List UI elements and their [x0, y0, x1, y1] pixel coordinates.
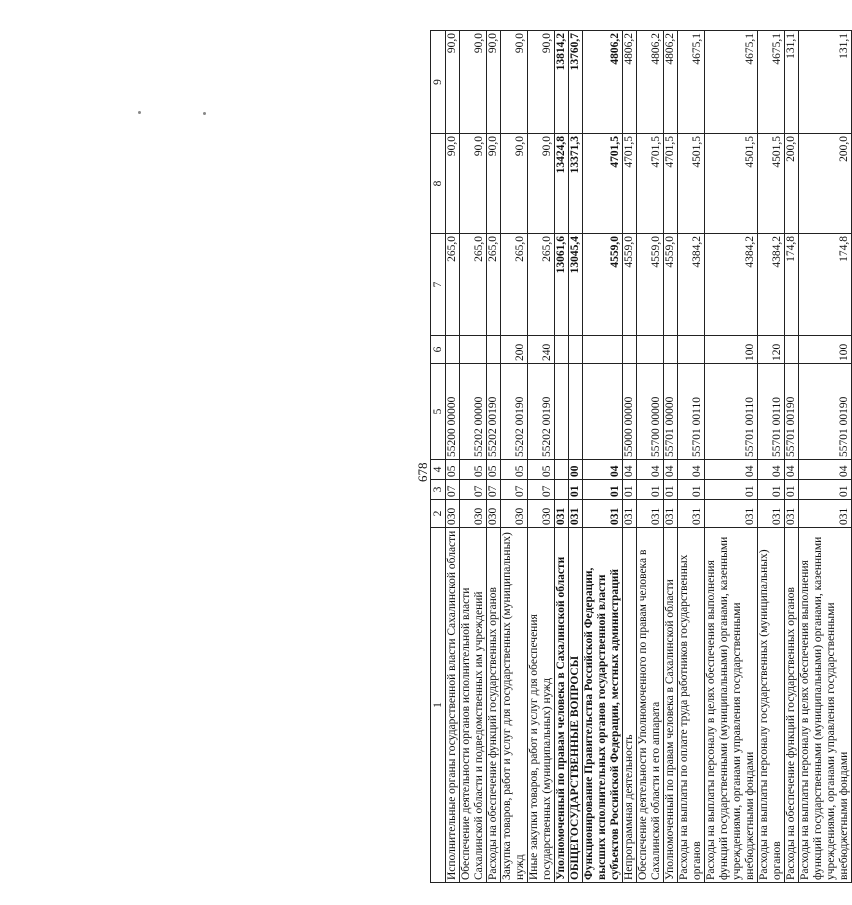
- cell-c8: 90,0: [528, 134, 555, 234]
- cell-c3: 01: [705, 480, 758, 500]
- row-name: Расходы на обеспечение функций государственных органов: [785, 528, 799, 883]
- cell-c9: 90,0: [487, 31, 501, 134]
- cell-c9: 4806,2: [637, 31, 664, 134]
- cell-c7: 4559,0: [583, 234, 623, 336]
- cell-c8: 4501,5: [678, 134, 705, 234]
- cell-c6: [623, 336, 637, 364]
- table-row: [678, 31, 705, 883]
- cell-c9: 90,0: [446, 31, 460, 134]
- row-name: Функционирование Правительства Российской Федерации, высших исполнительных органов государственной власти субъектов Российской Федерации, местных администраций: [583, 528, 623, 883]
- cell-c8: 90,0: [446, 134, 460, 234]
- cell-c6: 240: [528, 336, 555, 364]
- cell-c5: [555, 364, 569, 460]
- table-row: [555, 31, 569, 883]
- cell-c3: 07: [460, 480, 487, 500]
- scan-speck: [138, 111, 141, 114]
- table-row: [460, 31, 487, 883]
- cell-c9: 90,0: [460, 31, 487, 134]
- cell-c7: 4384,2: [678, 234, 705, 336]
- cell-c3: 07: [501, 480, 528, 500]
- page-number: 678: [415, 462, 430, 482]
- cell-c4: 04: [758, 460, 785, 480]
- row-name: Обеспечение деятельности органов исполнительной власти Сахалинской области и подведомственных им учреждений: [460, 528, 487, 883]
- cell-c8: 4701,5: [623, 134, 637, 234]
- cell-c7: 4384,2: [758, 234, 785, 336]
- cell-c4: 05: [460, 460, 487, 480]
- row-name: Иные закупки товаров, работ и услуг для обеспечения государственных (муниципальных) нужд: [528, 528, 555, 883]
- cell-c8: 4701,5: [583, 134, 623, 234]
- cell-c3: 01: [785, 480, 799, 500]
- cell-c4: [555, 460, 569, 480]
- cell-c2: 030: [501, 500, 528, 528]
- cell-c6: [569, 336, 583, 364]
- cell-c2: 031: [637, 500, 664, 528]
- cell-c3: 01: [664, 480, 678, 500]
- row-name: Исполнительные органы государственной власти Сахалинской области: [446, 528, 460, 883]
- cell-c7: 13045,4: [569, 234, 583, 336]
- cell-c2: 031: [623, 500, 637, 528]
- cell-c5: 55701 00110: [758, 364, 785, 460]
- cell-c3: 01: [637, 480, 664, 500]
- cell-c6: [583, 336, 623, 364]
- header-cell: 5: [431, 364, 446, 460]
- cell-c4: 05: [528, 460, 555, 480]
- cell-c5: 55000 00000: [623, 364, 637, 460]
- row-name: Уполномоченный по правам человека в Сахалинской области: [555, 528, 569, 883]
- cell-c9: 131,1: [799, 31, 852, 134]
- budget-table: [430, 30, 852, 883]
- table-row: [446, 31, 460, 883]
- cell-c7: 174,8: [785, 234, 799, 336]
- header-cell: 1: [431, 528, 446, 883]
- cell-c5: 55202 00190: [487, 364, 501, 460]
- cell-c4: 04: [623, 460, 637, 480]
- cell-c7: 4559,0: [623, 234, 637, 336]
- cell-c3: [555, 480, 569, 500]
- cell-c5: 55202 00190: [528, 364, 555, 460]
- cell-c6: 100: [705, 336, 758, 364]
- cell-c5: 55701 00110: [678, 364, 705, 460]
- cell-c7: 4559,0: [664, 234, 678, 336]
- cell-c9: 4675,1: [705, 31, 758, 134]
- cell-c4: 05: [487, 460, 501, 480]
- table-row: [623, 31, 637, 883]
- cell-c8: 13424,8: [555, 134, 569, 234]
- cell-c8: 90,0: [501, 134, 528, 234]
- cell-c2: 031: [799, 500, 852, 528]
- row-name: Расходы на выплаты персоналу государственных (муниципальных) органов: [758, 528, 785, 883]
- cell-c2: 031: [569, 500, 583, 528]
- cell-c3: 01: [678, 480, 705, 500]
- row-name: Закупка товаров, работ и услуг для государственных (муниципальных) нужд: [501, 528, 528, 883]
- cell-c6: 200: [501, 336, 528, 364]
- cell-c4: 05: [446, 460, 460, 480]
- cell-c3: 07: [487, 480, 501, 500]
- cell-c5: 55202 00000: [460, 364, 487, 460]
- cell-c9: 90,0: [501, 31, 528, 134]
- table-row: [569, 31, 583, 883]
- cell-c6: [637, 336, 664, 364]
- cell-c9: 4806,2: [583, 31, 623, 134]
- table-row: [583, 31, 623, 883]
- cell-c4: 04: [799, 460, 852, 480]
- cell-c7: 265,0: [460, 234, 487, 336]
- cell-c7: 265,0: [446, 234, 460, 336]
- cell-c4: 04: [705, 460, 758, 480]
- cell-c9: 4675,1: [678, 31, 705, 134]
- cell-c5: 55200 00000: [446, 364, 460, 460]
- cell-c8: 4701,5: [664, 134, 678, 234]
- cell-c4: 04: [664, 460, 678, 480]
- cell-c2: 031: [758, 500, 785, 528]
- cell-c4: 04: [785, 460, 799, 480]
- table-row: [705, 31, 758, 883]
- cell-c3: 01: [758, 480, 785, 500]
- cell-c2: 030: [487, 500, 501, 528]
- row-name: Расходы на выплаты по оплате труда работников государственных органов: [678, 528, 705, 883]
- cell-c6: 120: [758, 336, 785, 364]
- cell-c9: 4806,2: [623, 31, 637, 134]
- cell-c7: 174,8: [799, 234, 852, 336]
- cell-c2: 030: [460, 500, 487, 528]
- row-name: Расходы на обеспечение функций государственных органов: [487, 528, 501, 883]
- header-row: [431, 31, 446, 883]
- cell-c4: 04: [583, 460, 623, 480]
- cell-c8: 13371,3: [569, 134, 583, 234]
- cell-c6: [460, 336, 487, 364]
- cell-c2: 031: [555, 500, 569, 528]
- cell-c9: 4675,1: [758, 31, 785, 134]
- header-cell: 2: [431, 500, 446, 528]
- cell-c3: 07: [446, 480, 460, 500]
- header-cell: 7: [431, 234, 446, 336]
- cell-c8: 4701,5: [637, 134, 664, 234]
- cell-c3: 01: [799, 480, 852, 500]
- cell-c2: 031: [664, 500, 678, 528]
- cell-c6: 100: [799, 336, 852, 364]
- header-cell: 6: [431, 336, 446, 364]
- cell-c9: 4806,2: [664, 31, 678, 134]
- table-row: [664, 31, 678, 883]
- cell-c5: 55701 00110: [705, 364, 758, 460]
- row-name: Уполномоченный по правам человека в Сахалинской области: [664, 528, 678, 883]
- cell-c2: 031: [678, 500, 705, 528]
- cell-c6: [446, 336, 460, 364]
- header-cell: 3: [431, 480, 446, 500]
- table-row: [785, 31, 799, 883]
- cell-c6: [664, 336, 678, 364]
- table-row: [637, 31, 664, 883]
- cell-c5: [569, 364, 583, 460]
- cell-c9: 131,1: [785, 31, 799, 134]
- cell-c6: [555, 336, 569, 364]
- cell-c8: 90,0: [460, 134, 487, 234]
- header-cell: 4: [431, 460, 446, 480]
- cell-c3: 01: [623, 480, 637, 500]
- row-name: Расходы на выплаты персоналу в целях обеспечения выполнения функций государственными (муниципальными) органами, казенными учреждениями, органами управления государственными внебюджетными фондами: [799, 528, 852, 883]
- cell-c2: 030: [446, 500, 460, 528]
- row-name: Обеспечение деятельности Уполномоченного по правам человека в Сахалинской области и его аппарата: [637, 528, 664, 883]
- cell-c3: 01: [583, 480, 623, 500]
- cell-c3: 07: [528, 480, 555, 500]
- cell-c5: 55700 00000: [637, 364, 664, 460]
- cell-c6: [487, 336, 501, 364]
- cell-c5: 55202 00190: [501, 364, 528, 460]
- cell-c7: 265,0: [487, 234, 501, 336]
- row-name: ОБЩЕГОСУДАРСТВЕННЫЕ ВОПРОСЫ: [569, 528, 583, 883]
- cell-c3: 01: [569, 480, 583, 500]
- cell-c7: 13061,6: [555, 234, 569, 336]
- row-name: Расходы на выплаты персоналу в целях обеспечения выполнения функций государственными (муниципальными) органами, казенными учреждениями, органами управления государственными внебюджетными фондами: [705, 528, 758, 883]
- cell-c2: 031: [583, 500, 623, 528]
- cell-c2: 031: [705, 500, 758, 528]
- cell-c5: 55701 00000: [664, 364, 678, 460]
- header-cell: 8: [431, 134, 446, 234]
- cell-c7: 4559,0: [637, 234, 664, 336]
- cell-c4: 04: [678, 460, 705, 480]
- cell-c5: 55701 00190: [799, 364, 852, 460]
- row-name: Непрограммная деятельность: [623, 528, 637, 883]
- cell-c4: 05: [501, 460, 528, 480]
- cell-c5: [583, 364, 623, 460]
- header-cell: 9: [431, 31, 446, 134]
- table-row: [758, 31, 785, 883]
- cell-c4: 04: [637, 460, 664, 480]
- cell-c7: 265,0: [501, 234, 528, 336]
- cell-c8: 200,0: [799, 134, 852, 234]
- table-row: [799, 31, 852, 883]
- cell-c4: 00: [569, 460, 583, 480]
- cell-c9: 90,0: [528, 31, 555, 134]
- cell-c8: 90,0: [487, 134, 501, 234]
- cell-c8: 200,0: [785, 134, 799, 234]
- cell-c8: 4501,5: [705, 134, 758, 234]
- cell-c8: 4501,5: [758, 134, 785, 234]
- cell-c6: [785, 336, 799, 364]
- cell-c2: 030: [528, 500, 555, 528]
- cell-c7: 265,0: [528, 234, 555, 336]
- cell-c5: 55701 00190: [785, 364, 799, 460]
- scan-speck: [203, 112, 206, 115]
- table-row: [487, 31, 501, 883]
- table-row: [528, 31, 555, 883]
- cell-c7: 4384,2: [705, 234, 758, 336]
- cell-c9: 13814,2: [555, 31, 569, 134]
- table-row: [501, 31, 528, 883]
- cell-c9: 13760,7: [569, 31, 583, 134]
- cell-c6: [678, 336, 705, 364]
- cell-c2: 031: [785, 500, 799, 528]
